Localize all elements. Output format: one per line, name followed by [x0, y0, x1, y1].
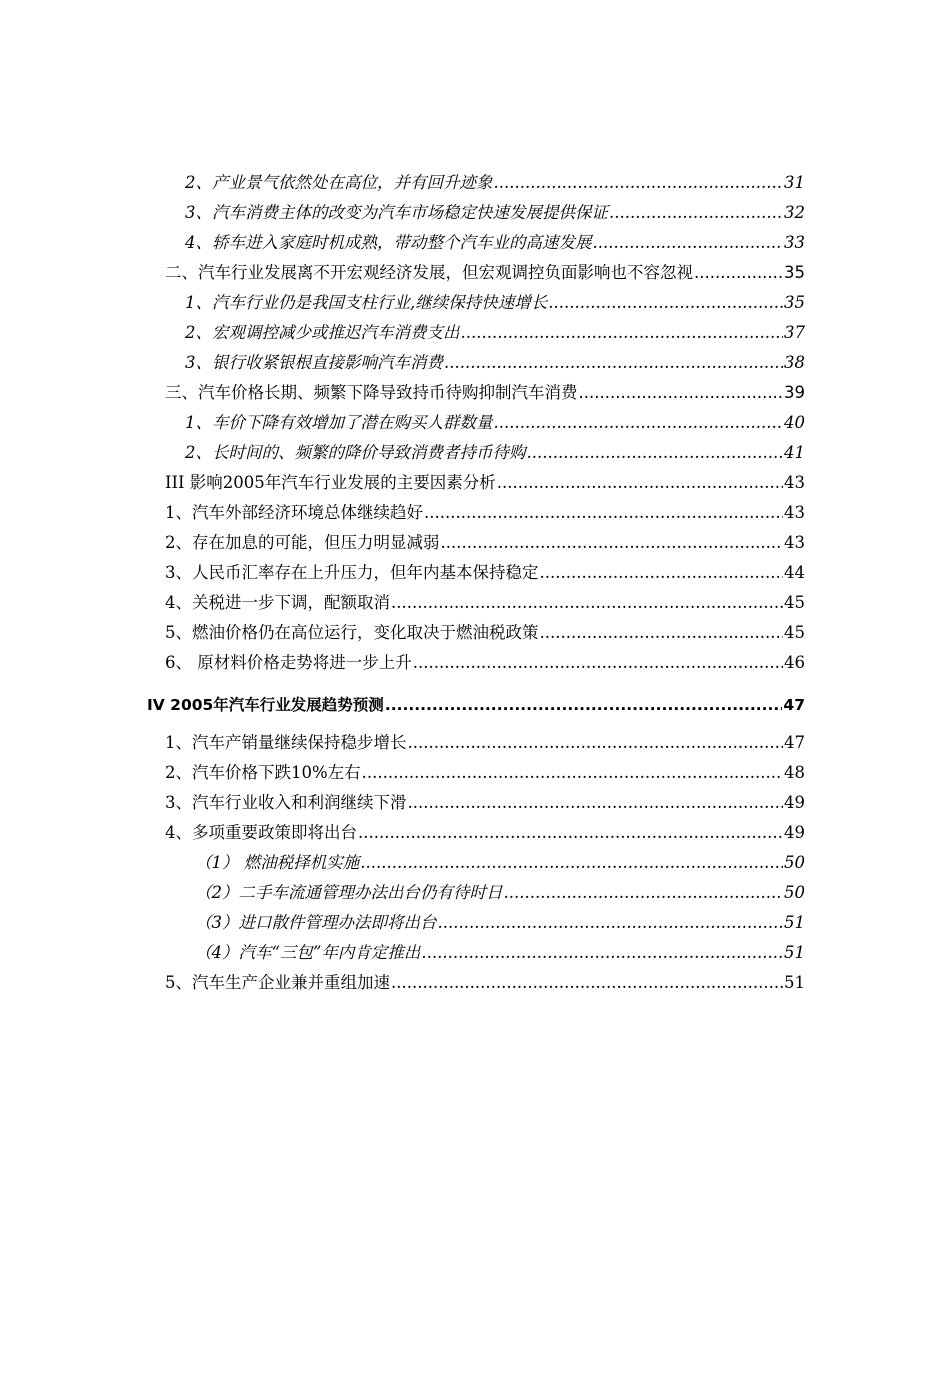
- toc-entry-title: 1、汽车外部经济环境总体继续趋好: [165, 503, 423, 522]
- toc-entry-title: 2、存在加息的可能，但压力明显减弱: [165, 533, 440, 552]
- toc-entry-title: 二、汽车行业发展离不开宏观经济发展，但宏观调控负面影响也不容忽视: [165, 263, 693, 282]
- dot-leader: [421, 943, 783, 963]
- toc-entry-page: 45: [784, 623, 805, 642]
- dot-leader: [494, 173, 784, 193]
- toc-entry-title: III 影响2005年汽车行业发展的主要因素分析: [165, 473, 496, 492]
- dot-leader: [497, 473, 783, 493]
- toc-entry[interactable]: [0, 647, 950, 677]
- toc-entry-page: 47: [783, 696, 805, 714]
- toc-entry-page: 48: [784, 763, 805, 782]
- toc-entry-page: 32: [784, 203, 805, 222]
- dot-leader: [444, 353, 783, 373]
- toc-subentry[interactable]: [0, 847, 950, 877]
- toc-entry-page: 46: [784, 653, 805, 672]
- dot-leader: [360, 853, 783, 873]
- toc-entry-title: 4、关税进一步下调，配额取消: [165, 593, 390, 612]
- toc-section-entry[interactable]: [0, 257, 950, 287]
- toc-entry-page: 37: [784, 323, 805, 342]
- toc-entry[interactable]: [0, 227, 950, 257]
- toc-section-entry[interactable]: [0, 377, 950, 407]
- dot-leader: [408, 793, 784, 813]
- dot-leader: [540, 623, 784, 643]
- dot-leader: [408, 733, 784, 753]
- toc-chapter-entry-bold[interactable]: [0, 677, 950, 727]
- table-of-contents: [0, 167, 950, 997]
- toc-entry-title: IV 2005年汽车行业发展趋势预测: [147, 696, 384, 714]
- toc-entry-title: 2、汽车价格下跌10%左右: [165, 763, 361, 782]
- toc-entry-page: 49: [784, 823, 805, 842]
- dot-leader: [504, 883, 784, 903]
- toc-entry[interactable]: [0, 557, 950, 587]
- toc-entry-title: 1、汽车行业仍是我国支柱行业,继续保持快速增长: [185, 293, 548, 312]
- dot-leader: [438, 913, 784, 933]
- toc-entry-title: （2）二手车流通管理办法出台仍有待时日: [195, 883, 503, 902]
- toc-entry-page: 35: [784, 263, 805, 282]
- toc-entry[interactable]: [0, 287, 950, 317]
- toc-entry[interactable]: [0, 727, 950, 757]
- toc-entry[interactable]: [0, 167, 950, 197]
- toc-entry-title: （3）进口散件管理办法即将出台: [195, 913, 437, 932]
- toc-entry[interactable]: [0, 587, 950, 617]
- dot-leader: [358, 823, 783, 843]
- toc-chapter-entry[interactable]: [0, 467, 950, 497]
- toc-entry[interactable]: [0, 347, 950, 377]
- toc-subentry[interactable]: [0, 937, 950, 967]
- toc-entry-page: 39: [784, 383, 805, 402]
- toc-subentry[interactable]: [0, 907, 950, 937]
- toc-entry[interactable]: [0, 787, 950, 817]
- toc-entry-title: 3、汽车行业收入和利润继续下滑: [165, 793, 407, 812]
- toc-entry[interactable]: [0, 407, 950, 437]
- toc-entry-title: 2、产业景气依然处在高位，并有回升迹象: [185, 173, 493, 192]
- toc-entry-title: 1、汽车产销量继续保持稳步增长: [165, 733, 407, 752]
- toc-entry-title: 3、汽车消费主体的改变为汽车市场稳定快速发展提供保证: [185, 203, 608, 222]
- toc-entry-page: 49: [784, 793, 805, 812]
- toc-entry[interactable]: [0, 497, 950, 527]
- toc-entry[interactable]: [0, 617, 950, 647]
- toc-entry[interactable]: [0, 817, 950, 847]
- toc-entry-title: 2、宏观调控减少或推迟汽车消费支出: [185, 323, 460, 342]
- toc-entry-title: 5、汽车生产企业兼并重组加速: [165, 973, 390, 992]
- toc-entry-page: 50: [784, 853, 805, 872]
- dot-leader: [424, 503, 783, 523]
- toc-entry-page: 50: [784, 883, 805, 902]
- toc-entry[interactable]: [0, 437, 950, 467]
- toc-entry-title: 3、人民币汇率存在上升压力，但年内基本保持稳定: [165, 563, 539, 582]
- toc-subentry[interactable]: [0, 877, 950, 907]
- dot-leader: [548, 293, 783, 313]
- dot-leader: [385, 695, 783, 715]
- toc-entry[interactable]: [0, 527, 950, 557]
- toc-entry[interactable]: [0, 967, 950, 997]
- toc-entry-title: 2、长时间的、频繁的降价导致消费者持币待购: [185, 443, 526, 462]
- toc-entry-page: 33: [784, 233, 805, 252]
- dot-leader: [609, 203, 783, 223]
- toc-entry-title: （4）汽车“三包”年内肯定推出: [195, 943, 421, 962]
- toc-entry-page: 40: [784, 413, 805, 432]
- toc-entry-title: 三、汽车价格长期、频繁下降导致持币待购抑制汽车消费: [165, 383, 578, 402]
- dot-leader: [362, 763, 783, 783]
- toc-entry-page: 35: [784, 293, 805, 312]
- dot-leader: [391, 973, 783, 993]
- toc-entry-page: 43: [784, 503, 805, 522]
- toc-entry-page: 51: [784, 973, 805, 992]
- dot-leader: [391, 593, 783, 613]
- toc-entry-page: 51: [784, 913, 805, 932]
- dot-leader: [593, 233, 784, 253]
- dot-leader: [494, 413, 784, 433]
- dot-leader: [413, 653, 783, 673]
- toc-entry-title: 5、燃油价格仍在高位运行，变化取决于燃油税政策: [165, 623, 539, 642]
- toc-entry-title: 1、车价下降有效增加了潜在购买人群数量: [185, 413, 493, 432]
- toc-entry[interactable]: [0, 317, 950, 347]
- toc-entry-page: 45: [784, 593, 805, 612]
- dot-leader: [461, 323, 784, 343]
- toc-entry-page: 43: [784, 473, 805, 492]
- toc-entry[interactable]: [0, 197, 950, 227]
- toc-entry-page: 51: [784, 943, 805, 962]
- toc-entry-title: 4、多项重要政策即将出台: [165, 823, 357, 842]
- toc-entry-title: 4、轿车进入家庭时机成熟，带动整个汽车业的高速发展: [185, 233, 592, 252]
- toc-entry-title: 6、 原材料价格走势将进一步上升: [165, 653, 412, 672]
- toc-entry[interactable]: [0, 757, 950, 787]
- toc-entry-page: 41: [784, 443, 805, 462]
- toc-entry-page: 38: [784, 353, 805, 372]
- toc-entry-title: （1） 燃油税择机实施: [195, 853, 360, 872]
- toc-entry-page: 43: [784, 533, 805, 552]
- dot-leader: [694, 263, 783, 283]
- toc-entry-page: 44: [784, 563, 805, 582]
- dot-leader: [540, 563, 784, 583]
- toc-entry-page: 47: [784, 733, 805, 752]
- dot-leader: [441, 533, 784, 553]
- toc-entry-title: 3、银行收紧银根直接影响汽车消费: [185, 353, 443, 372]
- dot-leader: [579, 383, 784, 403]
- dot-leader: [527, 443, 784, 463]
- toc-entry-page: 31: [784, 173, 805, 192]
